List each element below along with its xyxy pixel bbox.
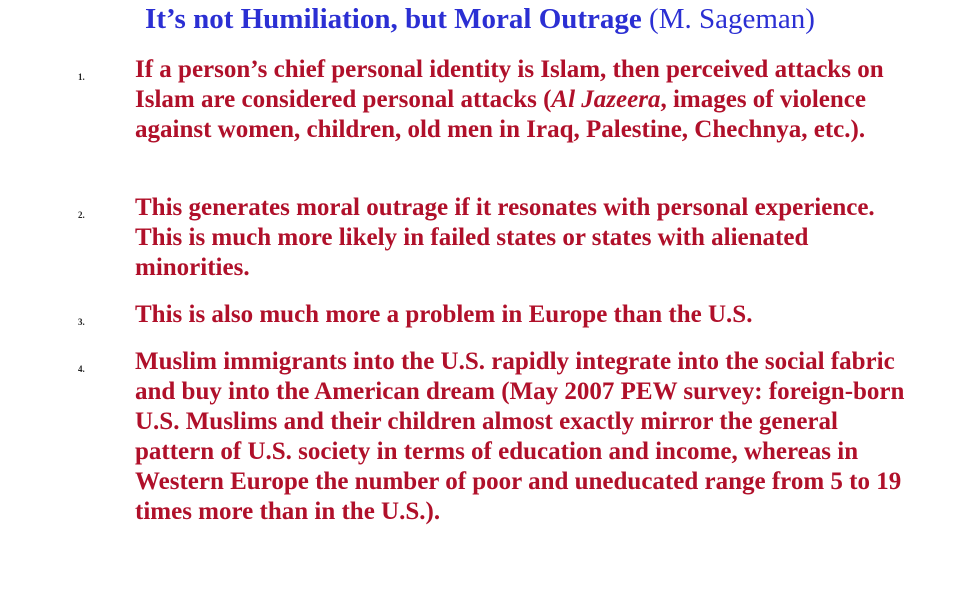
- item-text-part: , images of violence against women, children, old men in Iraq, Palestine, Chechnya, etc.).: [135, 86, 866, 143]
- item-number: 4.: [78, 364, 85, 374]
- title-attribution: (M. Sageman): [649, 3, 815, 35]
- title-main: It’s not Humiliation, but Moral Outrage: [145, 3, 642, 35]
- item-text: This generates moral outrage if it resonates with personal experience. This is much more likely in failed states or states with alienated minorities.: [135, 194, 875, 281]
- item-text: Muslim immigrants into the U.S. rapidly integrate into the social fabric and buy into the American dream (May 2007 PEW survey: foreign-born U.S. Muslims and their children almost exactly mirror the general pattern of U.S. society in terms of education and income, whereas in Western Europe the number of poor and uneducated range from 5 to 19 times more than in the U.S.).: [135, 348, 905, 525]
- item-text-italic: Al Jazeera: [551, 86, 661, 113]
- item-number: 2.: [78, 210, 85, 220]
- slide-title: [0, 2, 960, 36]
- item-text: This is also much more a problem in Europe than the U.S.: [135, 301, 753, 328]
- item-text-part: If a person’s chief personal identity is Islam, then perceived attacks on Islam are considered personal attacks (: [135, 56, 884, 113]
- item-text: [135, 55, 905, 145]
- item-number: 1.: [78, 72, 85, 82]
- item-number: 3.: [78, 317, 85, 327]
